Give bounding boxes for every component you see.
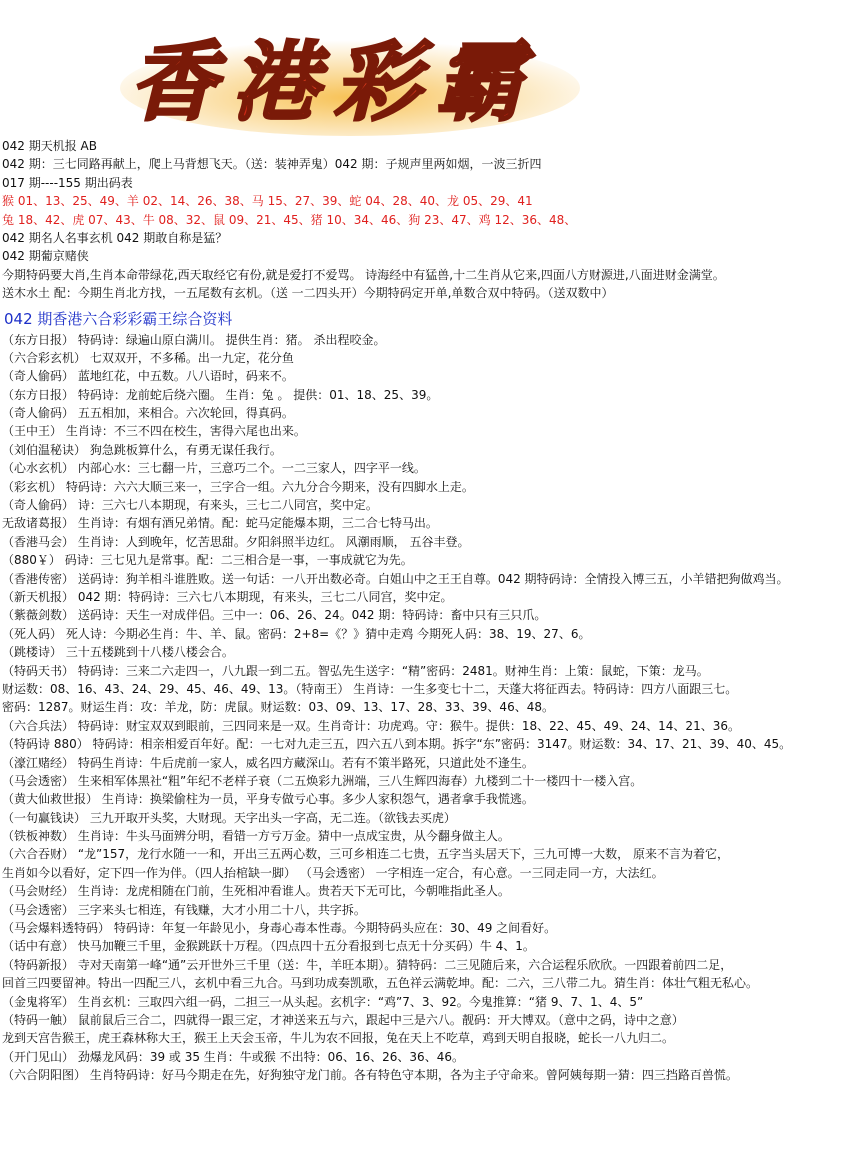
body-line: （彩玄机） 特码诗：六六大顺三来一，三字合一组。六九分合今期来，没有四脚水上走。 — [2, 479, 474, 494]
intro-line: 042 期名人名事玄机 042 期敢自称是猛？ — [2, 230, 228, 245]
body-line: （香港马会） 生肖诗：人到晚年，忆苦思甜。夕阳斜照半边红。 风潮雨顺， 五谷丰登。 — [2, 534, 470, 549]
body-line: （六合兵法） 特码诗：财宝双双到眼前，三四同来是一双。生肖奇计：功虎鸡。守：猴牛。提供：18、22、45、49、24、14、21、36。 — [2, 718, 740, 733]
body-line: （刘伯温秘诀） 狗急跳板算什么，有勇无谋任我行。 — [2, 442, 282, 457]
intro-section — [0, 229, 863, 303]
body-line: （特码新报） 寺对天南第一峰“通”云开世外三千里（送：牛，羊旺本期）。猜特码：二三见随后来，六合运程乐欣欣。一四跟着前四二足， — [2, 957, 733, 972]
body-line: （新天机报） 042 期：特码诗：三六七八本期现，有来头，三七二八同宫，奖中定。 — [2, 589, 453, 604]
zodiac-number-table — [0, 192, 863, 229]
body-line: （马会爆料透特码） 特码诗：年复一年龄见小，身毒心毒本性毒。今期特码头应在：30、49 之间看好。 — [2, 921, 557, 936]
banner-logo-art — [120, 8, 580, 136]
body-line: （马会透密） 三字来头七相连，有钱赚，大才小用二十八，共字拆。 — [2, 902, 366, 917]
body-line: （奇人偷码） 五五相加，来相合。六次轮回，得真码。 — [2, 406, 294, 421]
body-line: （奇人偷码） 蓝地红花，中五数。八八语时，码来不。 — [2, 369, 294, 384]
body-line: （东方日报） 特码诗：龙前蛇后绕六圈。 生肖：兔 。 提供：01、18、25、39。 — [2, 387, 439, 402]
zodiac-line: 猴 01、13、25、49、羊 02、14、26、38、马 15、27、39、蛇 04、28、40、龙 05、29、41 — [2, 194, 533, 209]
section-title: 042 期香港六合彩彩霸王综合资料 — [4, 309, 233, 328]
body-list — [0, 331, 863, 1085]
intro-line: 今期特码要大肖,生肖本命带绿花,西天取经它有份,就是爱打不爱骂。 诗海经中有猛兽,十二生肖从它来,四面八方财源进,八面进财金满堂。 — [2, 267, 725, 282]
body-line: （马会透密） 生来相军体黑社“粗”年纪不老样子衰（二五焕彩九洲端，三八生辉四海春）九楼到二十一楼四十一楼入宫。 — [2, 773, 643, 788]
body-line: （开门见山） 劲爆龙风码：39 或 35 生肖：牛或猴 不出特：06、16、26、36、46。 — [2, 1049, 464, 1064]
body-line: 生肖如今以看好，定下四一作为伴。（四人抬棺缺一脚） （马会透密） 一字相连一定合，有心意。一三同走同一方，大法红。 — [2, 865, 664, 880]
header-line: 042 期天机报 AB — [2, 139, 97, 153]
body-line: （心水玄机） 内部心水：三七翻一片，三意巧二个。一二三家人，四字平一线。 — [2, 461, 426, 476]
body-line: （金鬼将军） 生肖玄机：三取四六组一码，二担三一从头起。玄机字：“鸡”7、3、92。今鬼推算：“猪 9、7、1、4、5” — [2, 994, 644, 1009]
banner-logo — [120, 8, 580, 136]
body-line: （紫薇剑数） 送码诗：天生一对成伴侣。三中一：06、26、24。042 期：特码诗：畜中只有三只爪。 — [2, 608, 547, 623]
header-line: 017 期----155 期出码表 — [2, 175, 133, 190]
body-line: （濠江赌经） 特码生肖诗：牛后虎前一家人，威名四方藏深山。若有不策半路死，只道此处不逢生。 — [2, 755, 534, 770]
document-body — [0, 137, 863, 1085]
intro-line: 送木水土 配：今期生肖北方找，一五尾数有玄机。（送 一二四头开）今期特码定开单,单数合双中特码。（送双数中） — [2, 286, 614, 301]
body-line: 无敌诸葛报） 生肖诗：有烟有酒兄弟情。配：蛇马定能爆本期，三二合七特马出。 — [2, 516, 438, 531]
body-line: （王中王） 生肖诗：不三不四在校生，害得六尾也出来。 — [2, 424, 306, 439]
body-line: （880￥） 码诗：三七见九是常事。配：二三相合是一事，一事成就它为先。 — [2, 553, 413, 568]
body-line: （东方日报） 特码诗：绿遍山原白满川。 提供生肖：猪。 杀出程咬金。 — [2, 332, 386, 347]
body-line: （香港传密） 送码诗：狗羊相斗谁胜败。送一句话：一八开出数必奇。白姐山中之王王自尊。042 期特码诗：全情投入博三五，小羊错把狗做鸡当。 — [2, 571, 789, 586]
body-line: 龙到天宫告猴王，虎王森林称大王，猴王上天会玉帝，牛儿为农不回报，兔在天上不吃草，鸡到天明自报晓，蛇长一八九归二。 — [2, 1031, 675, 1046]
body-line: 密码：1287。财运生肖：攻：羊龙，防：虎鼠。财运数：03、09、13、17、28、33、39、46、48。 — [2, 700, 554, 715]
body-line: （死人码） 死人诗：今期必生肖：牛、羊、鼠。密码：2+8=《？》猜中走鸡 今期死人码：38、19、27、6。 — [2, 626, 591, 641]
body-line: （马会财经） 生肖诗：龙虎相随在门前，生死相冲看谁人。贵若天下无可比，今朝唯指此圣人。 — [2, 884, 510, 899]
intro-line: 042 期葡京赌侠 — [2, 249, 89, 264]
body-line: （话中有意） 快马加鞭三千里，金猴跳跃十万程。（四点四十五分看报到七点无十分买码）牛 4、1。 — [2, 939, 535, 954]
banner-title-text: 香港彩霸 — [124, 31, 559, 133]
body-line: （黄大仙救世报） 生肖诗：换梁偷柱为一员，平身专做亏心事。多少人家积怨气，遇者拿手我慌逃。 — [2, 792, 534, 807]
body-line: （奇人偷码） 诗：三六七八本期现，有来头，三七二八同宫，奖中定。 — [2, 498, 378, 513]
body-line: （六合阴阳图） 生肖特码诗：好马今期走在先，好狗独守龙门前。各有特色守本期，各为主子守命来。曾阿姨每期一猜：四三挡路百兽慌。 — [2, 1068, 738, 1083]
body-line: （一句赢钱诀） 三九开取开头奖，大财现。天字出头一字高，无二连。（欲钱去买虎） — [2, 810, 456, 825]
body-line: 回首三四要留神。特出一四配三八，玄机中看三九合。马到功成奏凯歌，五色祥云满乾坤。配：二六，三八带二九。猜生肖：体壮气粗无私心。 — [2, 976, 759, 991]
body-line: （特码诗 880） 特码诗：相亲相爱百年好。配：一七对九走三五，四六五八到本期。拆字“东”密码：3147。财运数：34、17、21、39、40、45。 — [2, 737, 792, 752]
body-line: （六合吞财） “龙”157，龙行水随一一和，开出三五两心数，三可乡相连二七贵，五字当头居天下，三九可博一大数， 原来不言为着它， — [2, 847, 729, 862]
header-line: 042 期：三七同路再献上，爬上马背想飞天。（送：装神弄鬼）042 期：子规声里两如烟，一波三折四 — [2, 157, 542, 172]
header-section — [0, 137, 863, 192]
body-line: （跳楼诗） 三十五楼跳到十八楼八楼会合。 — [2, 645, 234, 660]
body-line: （特码一触） 鼠前鼠后三合二，四就得一跟三定，才神送来五与六，跟起中三是六八。靓码：开大博双。（意中之码，诗中之意） — [2, 1012, 684, 1027]
zodiac-line: 兔 18、42、虎 07、43、牛 08、32、鼠 09、21、45、猪 10、34、46、狗 23、47、鸡 12、36、48、 — [2, 212, 577, 227]
body-line: （特码天书） 特码诗：三来二六走四一，八九跟一到二五。智弘先生送字：“精”密码：2481。财神生肖：上策：鼠蛇，下策：龙马。 — [2, 663, 709, 678]
body-line: （铁板神数） 生肖诗：牛头马面辨分明，看错一方亏万金。猜中一点成宝贵，从今翻身做主人。 — [2, 829, 510, 844]
body-line: 财运数：08、16、43、24、29、45、46、49、13。（特南王） 生肖诗：一生多变七十二，天蓬大将征西去。特码诗：四方八面跟三七。 — [2, 681, 738, 696]
body-line: （六合彩玄机） 七双双开，不多稀。出一九定，花分鱼 — [2, 350, 294, 365]
